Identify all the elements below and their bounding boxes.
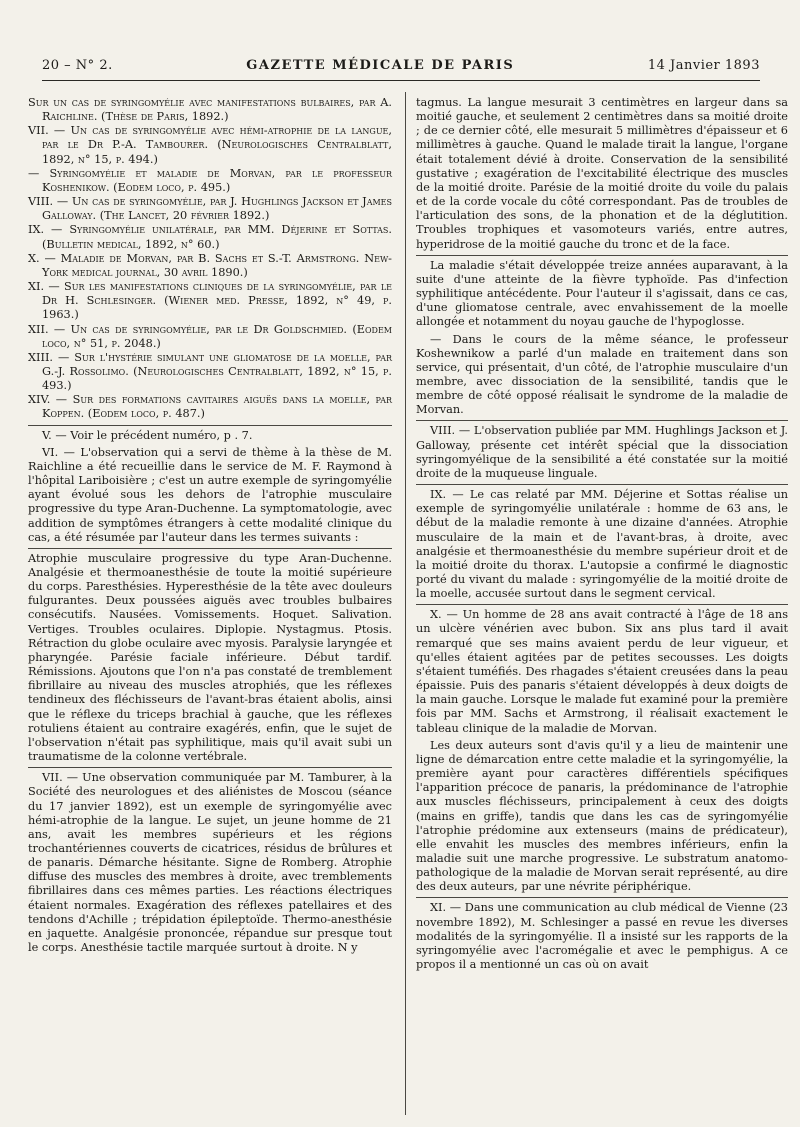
section-separator <box>416 420 788 421</box>
paragraph-continued: tagmus. La langue mesurait 3 centimètres en largeur dans sa moitié gauche, et seulement 2 centimètres dans sa moitié droite ; de ce dernier côté, elle mesurait 5 millimètres d'épaisseur et 6 millimètres à gauche. Quand le malade tirait la langue, l'organe était totalement dévié à droite. Conservation de la sensibilité gustative ; exagération de l'excitabilité électrique des muscles de la moitié droite. Parésie de la moitié droite du voile du palais et de la corde vocale du côté correspondant. Pas de troubles de l'articulation des sons, de la phonation et de la déglutition. Troubles trophiques et vasomoteurs variés, entre autres, hyperidrose de la moitié gauche du tronc et de la face. <box>416 96 788 251</box>
paragraph-viii: VIII. — L'observation publiée par MM. Hughlings Jackson et J. Galloway, présente cet intérêt spécial que la dissociation syringomyélique de la sensibilité a été constatée sur la moitié droite de la muqueuse linguale. <box>416 424 788 480</box>
page-header <box>42 58 760 80</box>
paragraph-xi: XI. — Dans une communication au club médical de Vienne (23 novembre 1892), M. Schlesinger a passé en revue les diverses modalités de la syringomyélie. Il a insisté sur les rapports de la syringomyélie avec l'acromégalie et avec le pemphigus. A ce propos il a mentionné un cas où on avait <box>416 901 788 972</box>
journal-title: GAZETTE MÉDICALE DE PARIS <box>246 58 515 73</box>
section-separator <box>28 767 392 768</box>
bib-entry: XIII. — Sur l'hystérie simulant une gliomatose de la moelle, par G.-J. Rossolimo. (Neurologisches Centralblatt, 1892, n° 15, p. 493.) <box>28 350 392 393</box>
section-separator <box>416 255 788 256</box>
issue-date: 14 Janvier 1893 <box>647 58 760 73</box>
paragraph-maladie: La maladie s'était développée treize années auparavant, à la suite d'une atteinte de la fièvre typhoïde. Pas d'infection syphilitique antécédente. Pour l'auteur il s'agissait, dans ce cas, d'une gliomatose centrale, avec envahissement de la moelle allongée et notamment du noyau gauche de l'hypoglosse. <box>416 258 788 329</box>
page-number: 20 – N° 2. <box>42 58 113 73</box>
bib-entry: — Syringomyélie et maladie de Morvan, par le professeur Koshenikow. (Eodem loco, p. 495.) <box>28 166 392 194</box>
paragraph-ix: IX. — Le cas relaté par MM. Déjerine et Sottas réalise un exemple de syringomyélie unilatérale : homme de 63 ans, le début de la maladie remonte à une dizaine d'années. Atrophie musculaire de la main et de l'avant-bras, à droite, avec analgésie et thermoanesthésie du membre supérieur droit et de la moitié droite du thorax. L'autopsie a confirmé le diagnostic porté du vivant du malade : syringomyélie de la moitié droite de la moelle, accusée surtout dans le segment cervical. <box>416 488 788 601</box>
section-separator <box>416 484 788 485</box>
bib-entry: VIII. — Un cas de syringomyélie, par J. Hughlings Jackson et James Galloway. (The Lancet, 20 février 1892.) <box>28 195 392 223</box>
paragraph-vi: VI. — L'observation qui a servi de thème à la thèse de M. Raichline a été recueillie dans le service de M. F. Raymond à l'hôpital Lariboisière ; c'est un autre exemple de syringomyélie ayant évolué sous les dehors de l'atrophie musculaire progressive du type Aran-Duchenne. La symptomatologie, avec addition de symptômes étrangers à cette modalité clinique du cas, a été résumée par l'auteur dans les termes suivants : <box>28 445 392 544</box>
section-separator <box>28 425 392 426</box>
bib-entry: XI. — Sur les manifestations cliniques de la syringomyélie, par le Dr H. Schlesinger. (Wiener med. Presse, 1892, n° 49, p. 1963.) <box>28 280 392 322</box>
bibliography-list <box>28 96 392 422</box>
summary-quote: Atrophie musculaire progressive du type Aran-Duchenne. Analgésie et thermoanesthésie de toute la moitié supérieure du corps. Paresthésies. Hyperesthésie de la tête avec douleurs fulgurantes. Deux poussées aiguës avec troubles bulbaires consécutifs. Nausées. Vomissements. Hoquet. Salivation. Vertiges. Troubles oculaires. Diplopie. Nystagmus. Ptosis. Rétraction du globe oculaire avec myosis. Paralysie laryngée et pharyngée. Parésie faciale inférieure. Début tardif. Rémissions. Ajoutons que l'on n'a pas constaté de tremblement fibrillaire au niveau des muscles atrophiés, que les réflexes tendineux des fléchisseurs de l'avant-bras étaient abolis, ainsi que le réflexe du triceps brachial à gauche, que les réflexes rotuliens étaient au contraire exagérés, enfin, que le sujet de l'observation n'était pas syphilitique, mais qu'il avait subi un traumatisme de la colonne vertébrale. <box>28 551 392 764</box>
bib-entry: XII. — Un cas de syringomyélie, par le Dr Goldschmied. (Eodem loco, n° 51, p. 2048.) <box>28 322 392 350</box>
paragraph-v: V. — Voir le précédent numéro, p . 7. <box>42 428 253 442</box>
paragraph-vii: VII. — Une observation communiquée par M. Tamburer, à la Société des neurologues et des aliénistes de Moscou (séance du 17 janvier 1892), est un exemple de syringomyélie avec hémi-atrophie de la langue. Le sujet, un jeune homme de 21 ans, avait les membres supérieurs et les régions trochantériennes couverts de cicatrices, résidus de brûlures et de panaris. Démarche hésitante. Signe de Romberg. Atrophie diffuse des muscles des membres à droite, avec tremblements fibrillaires dans ces mêmes parties. Les réactions électriques étaient normales. Exagération des réflexes patellaires et des tendons d'Achille ; trépidation épileptoïde. Thermo-anesthésie en jaquette. Analgésie prononcée, répandue sur presque tout le corps. Anesthésie tactile marquée surtout à droite. N y <box>28 771 392 955</box>
bib-entry: VII. — Un cas de syringomyélie avec hémi-atrophie de la langue, par le Dr P.-A. Tambourer. (Neurologisches Centralblatt, 1892, n° 15, p. 494.) <box>28 124 392 166</box>
right-column <box>416 96 788 972</box>
bib-entry: Sur un cas de syringomyélie avec manifestations bulbaires, par A. Raichline. (Thèse de Paris, 1892.) <box>28 96 392 124</box>
column-divider <box>405 92 406 1115</box>
bib-entry: XIV. — Sur des formations cavitaires aiguës dans la moelle, par Koppen. (Eodem loco, p. 487.) <box>28 393 392 421</box>
bib-entry: IX. — Syringomyélie unilatérale, par MM. Déjerine et Sottas. (Bulletin medical, 1892, n° 60.) <box>28 223 392 251</box>
paragraph-koshewnikow: — Dans le cours de la même séance, le professeur Koshewnikow a parlé d'un malade en traitement dans son service, qui présentait, d'un côté, de l'atrophie musculaire d'un membre, avec dissociation de la sensibilité, tandis que le membre de côté opposé réalisait le syndrome de la maladie de Morvan. <box>416 332 788 417</box>
left-column <box>28 96 392 955</box>
header-rule <box>42 80 760 81</box>
paragraph-deux-auteurs: Les deux auteurs sont d'avis qu'il y a lieu de maintenir une ligne de démarcation entre cette maladie et la syringomyélie, la première ayant pour caractères différentiels spécifiques l'apparition précoce de panaris, la prédominance de l'atrophie aux muscles fléchisseurs, principalement à ceux des doigts (mains en griffe), tandis que dans les cas de syringomyélie l'atrophie prédomine aux extenseurs (mains de prédicateur), elle envahit les muscles des membres inférieurs, enfin la maladie suit une marche progressive. Le substratum anatomo-pathologique de la maladie de Morvan serait représenté, au dire des deux auteurs, par une névrite périphérique. <box>416 738 788 894</box>
section-separator <box>28 548 392 549</box>
paragraph-x: X. — Un homme de 28 ans avait contracté à l'âge de 18 ans un ulcère vénérien avec bubon. Six ans plus tard il avait remarqué que ses mains avaient perdu de leur vigueur, et qu'elles étaient agitées par de petites secousses. Les doigts s'étaient tuméfiés. Des rhagades s'étaient creusées dans la peau épaissie. Puis des panaris s'étaient développés à deux doigts de la main gauche. Lorsque le malade fut examiné pour la première fois par MM. Sachs et Armstrong, il réalisait exactement le tableau clinique de la maladie de Morvan. <box>416 608 788 735</box>
bib-entry: X. — Maladie de Morvan, par B. Sachs et S.-T. Armstrong. New-York medical journal, 30 avril 1890.) <box>28 251 392 279</box>
section-separator <box>416 897 788 898</box>
section-separator <box>416 604 788 605</box>
